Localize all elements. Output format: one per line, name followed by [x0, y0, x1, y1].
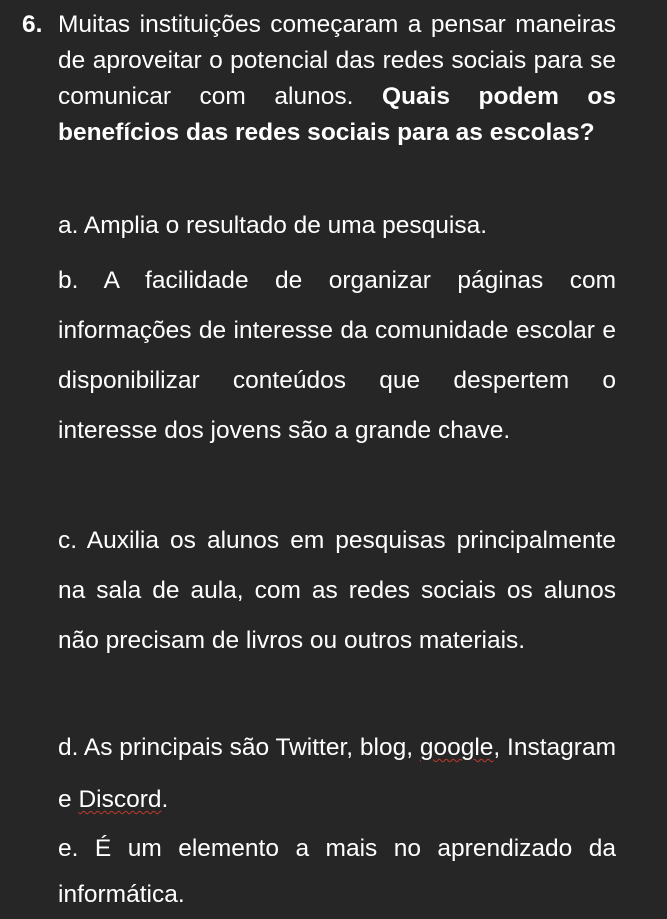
- question-text: [58, 7, 616, 151]
- option-d-letter: d.: [58, 734, 79, 761]
- option-a-letter: a.: [58, 212, 79, 239]
- option-a: [58, 206, 616, 246]
- option-b-text: A facilidade de organizar páginas com informações de interesse da comunidade escolar e disponibilizar conteúdos que despertem o interesse dos jovens são a grande chave.: [58, 267, 616, 444]
- option-c-text: Auxilia os alunos em pesquisas principalmente na sala de aula, com as redes sociais os alunos não precisam de livros ou outros materiais.: [58, 527, 616, 654]
- option-e-text: É um elemento a mais no aprendizado da informática.: [58, 835, 616, 908]
- option-d: [58, 722, 616, 826]
- option-c-letter: c.: [58, 527, 78, 554]
- option-e-letter: e.: [58, 835, 79, 862]
- option-d-text-end: .: [161, 786, 169, 813]
- question-emphasis: Quais podem os benefícios das redes sociais para as escolas?: [58, 83, 616, 146]
- question-prompt: Muitas instituições começaram a pensar maneiras de aproveitar o potencial das redes sociais para se comunicar com alunos.: [58, 11, 616, 110]
- option-d-text-before: As principais são Twitter, blog,: [83, 734, 414, 761]
- question-number: 6.: [22, 11, 43, 38]
- option-a-text: Amplia o resultado de uma pesquisa.: [83, 212, 488, 239]
- option-e: [58, 826, 616, 918]
- spellcheck-word-discord[interactable]: Discord: [78, 786, 162, 813]
- option-b-letter: b.: [58, 267, 79, 294]
- option-d-text-middle: , Instagram e: [58, 734, 616, 813]
- option-b: [58, 256, 616, 456]
- spellcheck-word-google[interactable]: google: [419, 734, 494, 761]
- option-c: [58, 516, 616, 666]
